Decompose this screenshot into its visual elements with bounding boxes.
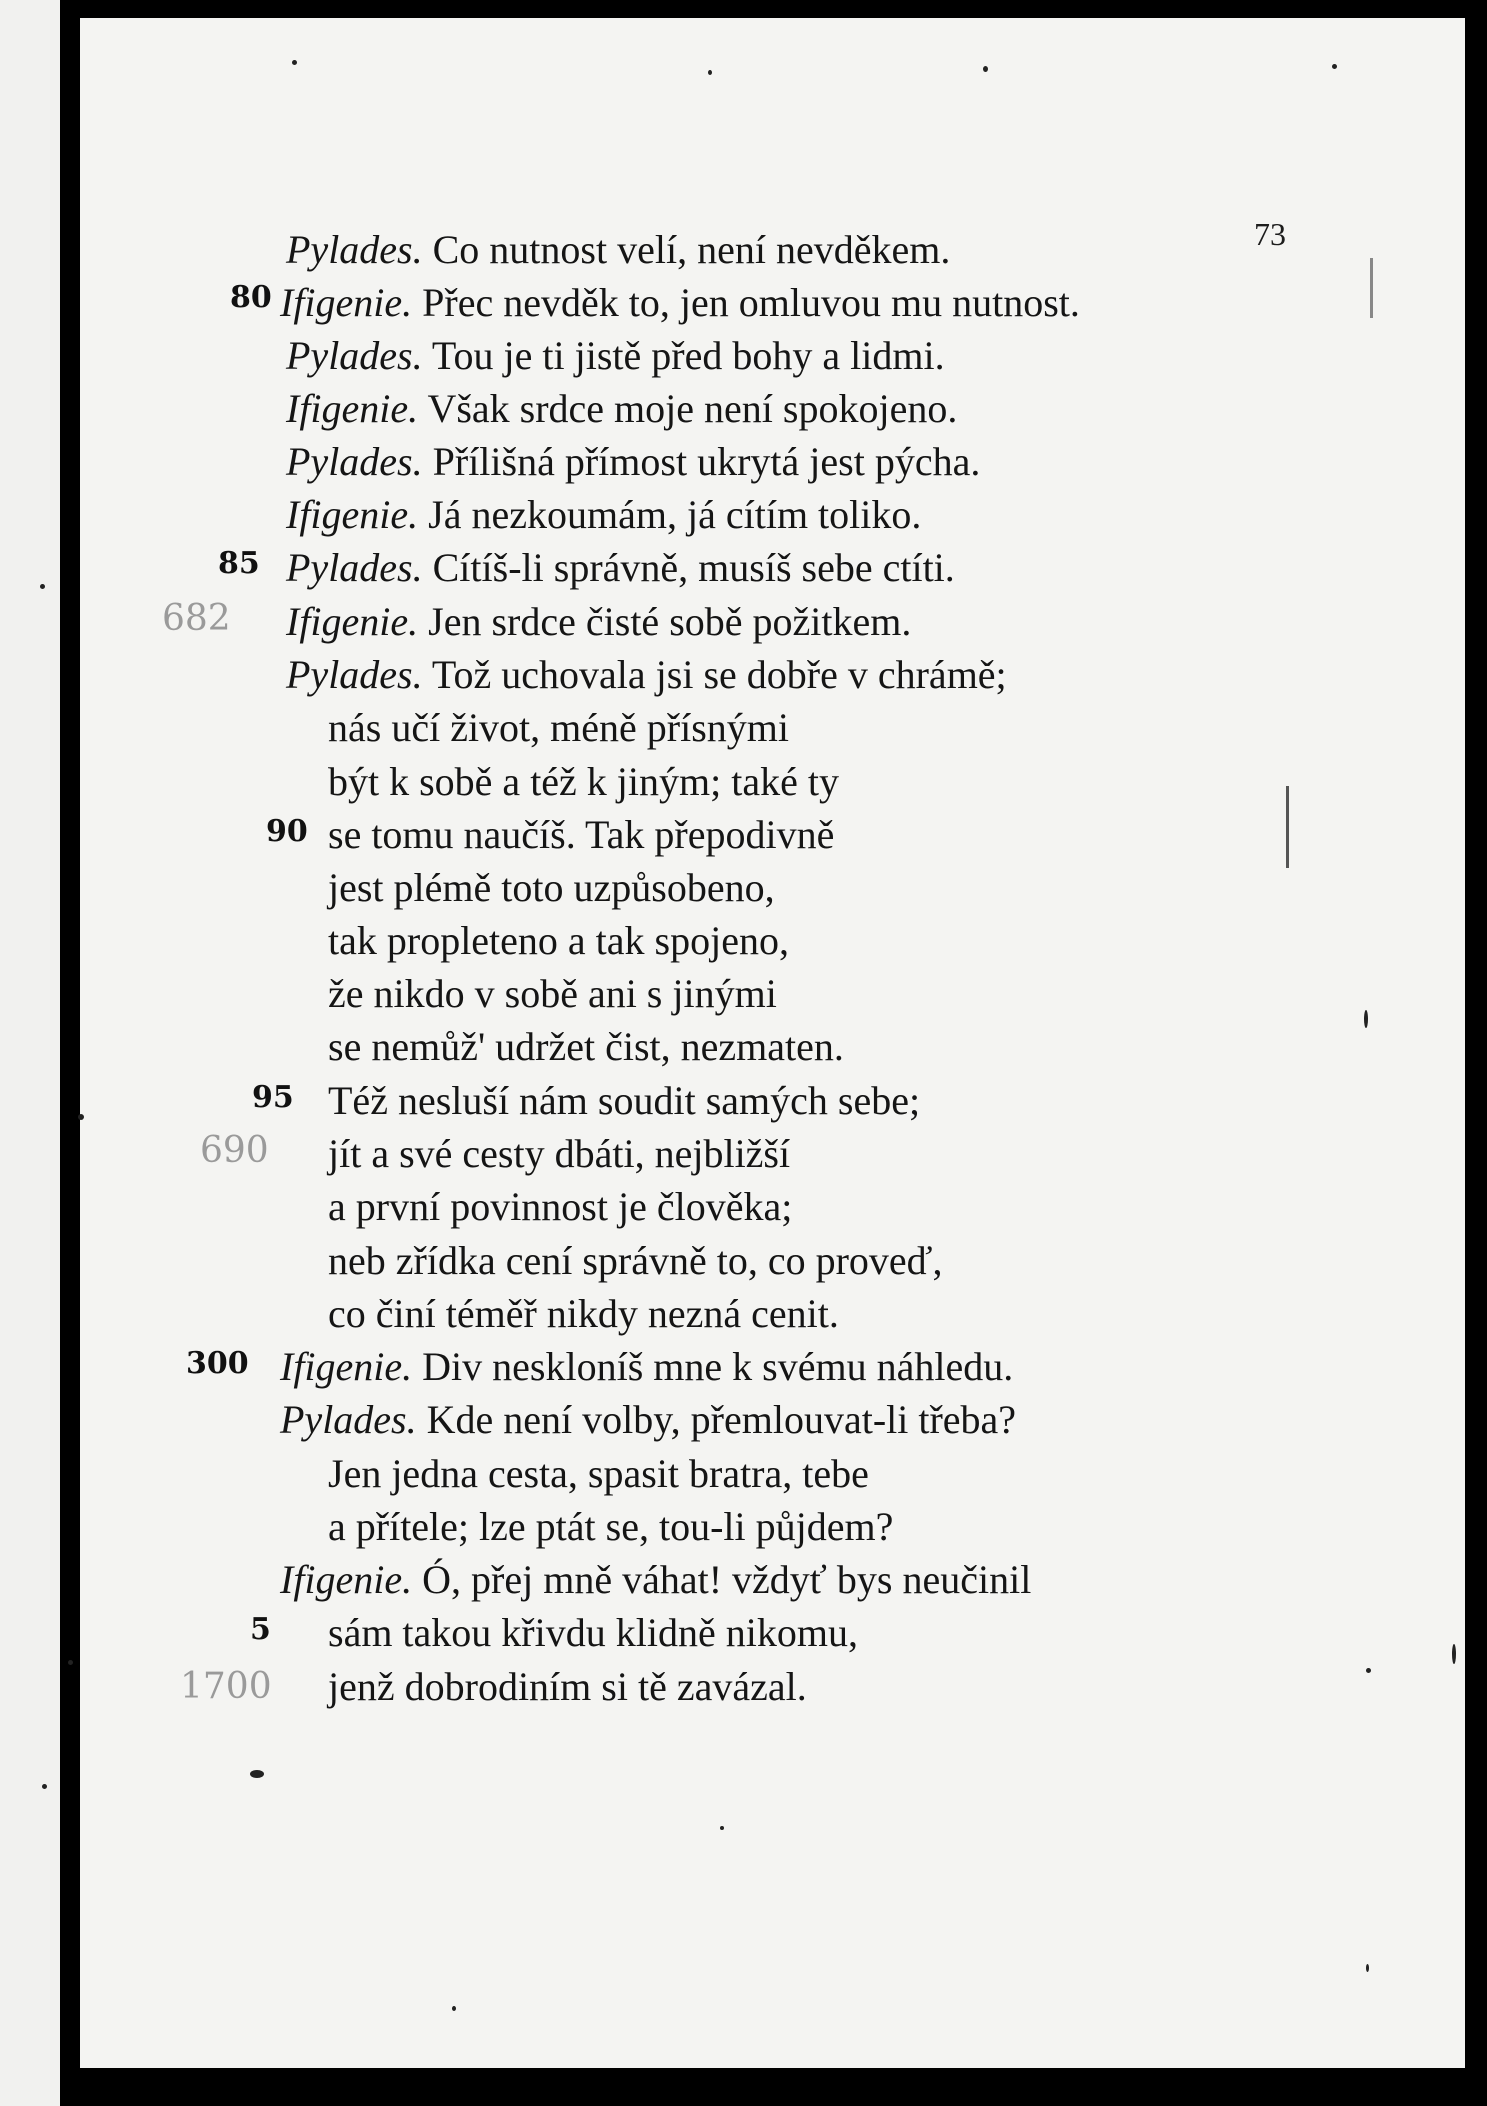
verse-line <box>280 1556 1031 1604</box>
verse-line <box>328 1663 807 1711</box>
scan-speck <box>720 1826 724 1830</box>
speaker-name: Ifigenie. <box>286 599 419 644</box>
line-text: Ó, přej mně váhat! vždyť bys neučinil <box>412 1557 1032 1602</box>
line-text: Cítíš-li správně, musíš sebe ctíti. <box>422 545 955 590</box>
line-text: jít a své cesty dbáti, nejbližší <box>328 1131 791 1176</box>
line-text: Však srdce moje není spokojeno. <box>418 386 958 431</box>
verse-line <box>286 651 1007 699</box>
scan-speck <box>452 2006 456 2011</box>
speaker-name: Ifigenie. <box>280 280 413 325</box>
verse-line <box>328 1290 839 1338</box>
verse-line <box>286 598 911 646</box>
verse-line <box>328 704 789 752</box>
verse-line <box>328 1023 844 1071</box>
line-text: Jen srdce čisté sobě požitkem. <box>418 599 912 644</box>
line-text: a přítele; lze ptát se, tou-li půjdem? <box>328 1504 894 1549</box>
line-text: jest plémě toto uzpůsobeno, <box>328 865 775 910</box>
verse-line <box>328 1450 869 1498</box>
page-number: 73 <box>1254 216 1286 252</box>
margin-line-number: 85 <box>218 546 260 581</box>
line-text: a první povinnost je člověka; <box>328 1184 793 1229</box>
verse-line <box>286 226 950 274</box>
scan-speck <box>68 1660 73 1665</box>
scan-speck <box>1366 1668 1371 1673</box>
verse-line <box>280 279 1080 327</box>
verse-line <box>286 332 945 380</box>
verse-line <box>328 1130 790 1178</box>
line-text: sám takou křivdu klidně nikomu, <box>328 1610 858 1655</box>
speaker-name: Pylades. <box>286 333 423 378</box>
line-text: co činí téměř nikdy nezná cenit. <box>328 1291 839 1336</box>
page-sheet <box>80 18 1465 2068</box>
line-text: že nikdo v sobě ani s jinými <box>328 971 777 1016</box>
verse-line <box>328 917 789 965</box>
verse-line <box>286 491 921 539</box>
verse-line <box>328 758 839 806</box>
pencil-annotation: 682 <box>162 598 231 639</box>
scan-speck <box>42 1784 47 1789</box>
line-text: být k sobě a též k jiným; také ty <box>328 759 839 804</box>
pencil-mark <box>1286 786 1289 868</box>
scan-speck <box>250 1770 264 1778</box>
speaker-name: Ifigenie. <box>280 1557 413 1602</box>
verse-line <box>328 1237 943 1285</box>
line-text: jenž dobrodiním si tě zavázal. <box>328 1664 807 1709</box>
verse-line <box>280 1343 1013 1391</box>
scan-speck <box>983 66 988 72</box>
line-text: tak propleteno a tak spojeno, <box>328 918 789 963</box>
scan-speck <box>1332 64 1337 69</box>
speaker-name: Ifigenie. <box>286 492 419 537</box>
line-text: Tou je ti jistě před bohy a lidmi. <box>422 333 945 378</box>
line-text: se nemůž' udržet čist, nezmaten. <box>328 1024 844 1069</box>
line-text: Přílišná přímost ukrytá jest pýcha. <box>422 439 981 484</box>
verse-line <box>286 544 955 592</box>
scan-speck <box>1452 1644 1456 1664</box>
margin-line-number: 5 <box>250 1612 271 1647</box>
verse-line <box>280 1396 1016 1444</box>
line-text: Co nutnost velí, není nevděkem. <box>422 227 951 272</box>
verse-line <box>286 385 957 433</box>
line-text: Div neskloníš mne k svému náhledu. <box>412 1344 1014 1389</box>
verse-line <box>328 1503 893 1551</box>
line-text: Kde není volby, přemlouvat-li třeba? <box>416 1397 1017 1442</box>
line-text: Přec nevděk to, jen omluvou mu nutnost. <box>412 280 1080 325</box>
speaker-name: Pylades. <box>286 439 423 484</box>
verse-line <box>328 970 777 1018</box>
line-text: Já nezkoumám, já cítím toliko. <box>418 492 922 537</box>
verse-line <box>328 1609 858 1657</box>
scan-speck <box>1364 1010 1368 1028</box>
verse-line <box>328 1183 792 1231</box>
speaker-name: Ifigenie. <box>280 1344 413 1389</box>
line-text: Jen jedna cesta, spasit bratra, tebe <box>328 1451 869 1496</box>
speaker-name: Pylades. <box>286 652 423 697</box>
verse-line <box>286 438 980 486</box>
line-text: nás učí život, méně přísnými <box>328 705 790 750</box>
speaker-name: Pylades. <box>280 1397 417 1442</box>
scan-speck <box>292 60 297 65</box>
scan-speck <box>1366 1964 1369 1972</box>
margin-line-number: 80 <box>230 280 272 315</box>
verse-line <box>328 864 775 912</box>
pencil-mark <box>1370 258 1373 318</box>
verse-line <box>328 811 834 859</box>
margin-line-number: 95 <box>252 1080 294 1115</box>
scan-speck <box>78 1114 84 1120</box>
speaker-name: Pylades. <box>286 545 423 590</box>
speaker-name: Ifigenie. <box>286 386 419 431</box>
margin-line-number: 300 <box>186 1346 249 1381</box>
speaker-name: Pylades. <box>286 227 423 272</box>
pencil-annotation: 1700 <box>180 1666 272 1707</box>
scan-speck <box>40 584 45 589</box>
margin-line-number: 90 <box>266 814 308 849</box>
previous-page-edge <box>0 0 60 2106</box>
scan-speck <box>708 70 712 75</box>
line-text: Tož uchovala jsi se dobře v chrámě; <box>422 652 1007 697</box>
pencil-annotation: 690 <box>200 1130 269 1171</box>
line-text: Též nesluší nám soudit samých sebe; <box>328 1078 921 1123</box>
verse-line <box>328 1077 920 1125</box>
line-text: neb zřídka cení správně to, co proveď, <box>328 1238 943 1283</box>
line-text: se tomu naučíš. Tak přepodivně <box>328 812 835 857</box>
